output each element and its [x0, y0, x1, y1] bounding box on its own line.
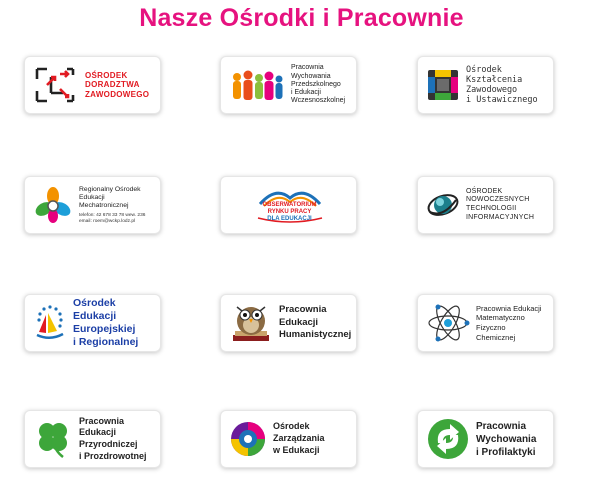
color-swirl-icon [229, 420, 267, 458]
card-pracownia-wychowania-i-profilaktyki[interactable] [417, 410, 554, 468]
card-line: i Prozdrowotnej [79, 450, 147, 461]
card-line: TECHNOLOGII INFORMACYJNYCH [466, 205, 535, 221]
card-line: Przedszkolnego [291, 80, 341, 88]
atom-icon [426, 301, 470, 345]
card-line: Pracownia [279, 304, 327, 316]
card-osrodek-doradztwa-zawodowego[interactable] [24, 56, 161, 114]
card-regionalny-osrodek-mechatronicznej[interactable] [24, 176, 161, 234]
card-line: Pracownia Edukacji [79, 415, 125, 438]
career-arrows-icon [33, 65, 79, 105]
card-line: i Profilaktyki [476, 446, 536, 458]
open-book-icon [250, 182, 330, 228]
card-obserwatorium-rynku-pracy[interactable] [220, 176, 357, 234]
card-line: ZAWODOWEGO [85, 89, 150, 99]
card-pracownia-wychowania-przedszkolnego[interactable] [220, 56, 357, 114]
card-line: Wychowania [476, 433, 537, 445]
children-silhouettes-icon [229, 65, 285, 105]
card-line: DLA EDUKACJI [267, 215, 312, 222]
card-line: i Ustawicznego [466, 95, 538, 106]
card-osrodek-edukacji-europejskiej[interactable] [24, 294, 161, 352]
mechatronics-flower-icon [33, 185, 73, 225]
card-line: DORADZTWA [85, 80, 140, 90]
card-line: Fizyczno [476, 323, 506, 332]
card-line: Matematyczno [476, 313, 525, 323]
card-pracownia-edukacji-matematyczno[interactable] [417, 294, 554, 352]
card-line: Wczesnoszkolnej [291, 97, 346, 105]
card-line: Humanistycznej [279, 329, 352, 341]
card-line: OBSERWATORIUM [262, 202, 317, 208]
card-line: OŚRODEK [85, 70, 128, 80]
card-line: Chemicznej [476, 332, 516, 342]
contact-email: email: roem@wckp.lodz.pl [79, 218, 136, 224]
card-line: Edukacji [279, 316, 319, 328]
card-line: Regionalny Ośrodek [79, 185, 141, 193]
card-line: OŚRODEK NOWOCZESNYCH [466, 187, 530, 204]
card-osrodek-ksztalcenia-zawodowego[interactable] [417, 56, 554, 114]
card-line: Ośrodek Kształcenia [466, 64, 523, 85]
page-title: Nasze Ośrodki i Pracownie [139, 4, 464, 32]
card-line: Pracownia [476, 420, 527, 432]
card-line: Pracownia Wychowania [291, 64, 331, 80]
card-line: Ośrodek Zarządzania [273, 421, 325, 444]
card-line: RYNKU PRACY [267, 208, 312, 215]
colored-squares-icon [426, 68, 460, 102]
card-line: Ośrodek Edukacji [73, 296, 117, 322]
card-line: w Edukacji [273, 444, 320, 455]
contact-phone: telefon: 42 678 33 78 wew. 236 [79, 212, 146, 218]
clover-icon [33, 419, 73, 459]
card-line: Zawodowego [466, 85, 518, 95]
card-pracownia-edukacji-humanistycznej[interactable] [220, 294, 357, 352]
globe-swirl-icon [426, 188, 460, 222]
card-pracownia-edukacji-przyrodniczej[interactable] [24, 410, 161, 468]
card-line: i Edukacji [291, 89, 321, 97]
owl-icon [229, 301, 273, 345]
card-osrodek-nowoczesnych-technologii[interactable] [417, 176, 554, 234]
card-line: Pracownia Edukacji [476, 303, 542, 313]
green-arrows-circle-icon [426, 417, 470, 461]
card-osrodek-zarzadzania-w-edukacji[interactable] [220, 410, 357, 468]
card-line: Edukacji Mechatronicznej [79, 193, 129, 209]
card-line: i Regionalnej [73, 336, 139, 349]
card-line: Przyrodniczej [79, 439, 138, 449]
card-line: Europejskiej [73, 323, 136, 335]
eu-sailboat-icon [33, 303, 67, 343]
